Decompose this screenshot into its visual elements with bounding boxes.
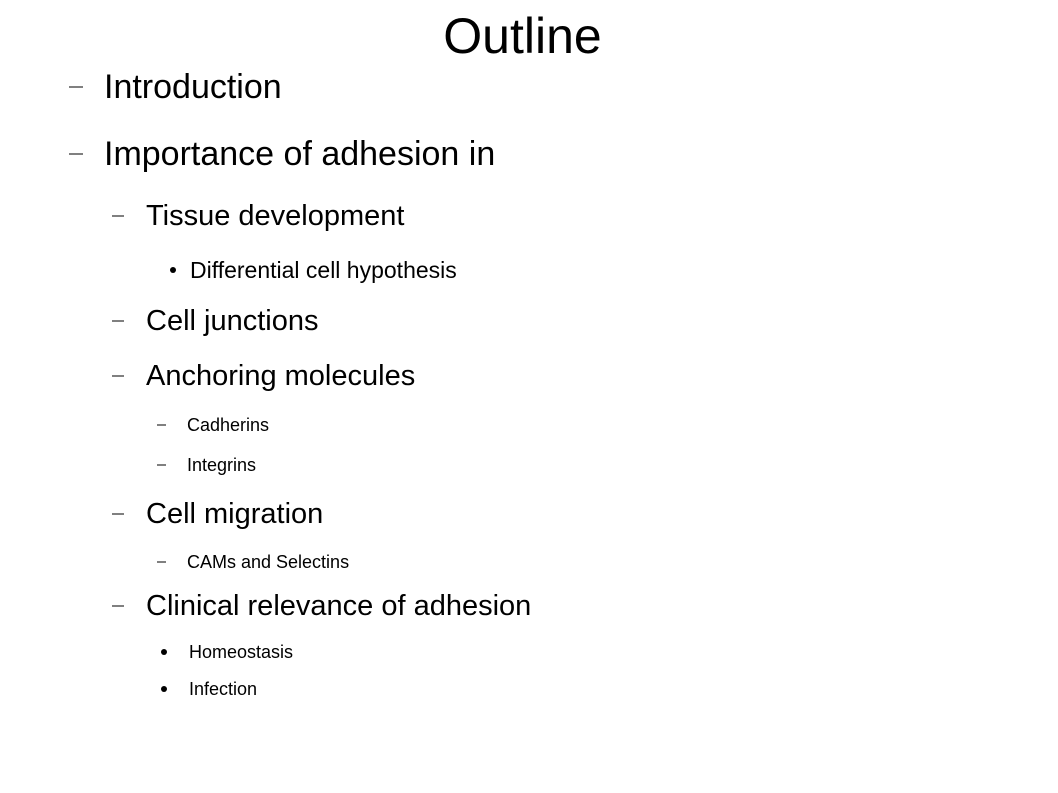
outline-item-text: Integrins <box>187 455 257 475</box>
outline-item-level2 <box>0 497 323 531</box>
dash-icon <box>112 606 124 607</box>
outline-item-text: Anchoring molecules <box>146 360 416 392</box>
dot-icon <box>161 649 167 655</box>
outline-item-text: Introduction <box>104 68 282 106</box>
dash-icon <box>112 514 124 515</box>
dash-icon <box>112 376 124 377</box>
outline-item-text: Homeostasis <box>189 642 294 662</box>
outline-item-text: CAMs and Selectins <box>187 552 350 572</box>
dash-icon <box>112 321 124 322</box>
dash-icon <box>112 216 124 217</box>
outline-item-text: Differential cell hypothesis <box>190 257 457 283</box>
outline-item-text: Infection <box>189 679 258 699</box>
slide-title: Outline <box>443 8 602 64</box>
outline-item-level3 <box>0 678 257 700</box>
outline-item-text: Tissue development <box>146 200 405 232</box>
outline-item-level3 <box>0 551 349 573</box>
dot-icon <box>170 267 176 273</box>
dash-icon <box>69 154 83 155</box>
outline-item-level2 <box>0 359 415 393</box>
outline-item-text: Cell junctions <box>146 305 319 337</box>
outline-item-level2 <box>0 589 531 623</box>
dash-icon <box>157 425 166 426</box>
outline-item-level1 <box>0 134 495 174</box>
outline-item-text: Cadherins <box>187 415 270 435</box>
dash-icon <box>157 465 166 466</box>
outline-item-text: Importance of adhesion in <box>104 135 496 173</box>
outline-item-text: Clinical relevance of adhesion <box>146 590 532 622</box>
outline-item-level3 <box>0 641 293 663</box>
outline-item-level3 <box>0 256 457 284</box>
dash-icon <box>157 562 166 563</box>
dash-icon <box>69 87 83 88</box>
outline-item-level3 <box>0 454 256 476</box>
outline-item-level1 <box>0 67 282 107</box>
outline-item-level2 <box>0 199 404 233</box>
dot-icon <box>161 686 167 692</box>
outline-item-text: Cell migration <box>146 498 324 530</box>
outline-item-level3 <box>0 414 269 436</box>
outline-item-level2 <box>0 304 318 338</box>
